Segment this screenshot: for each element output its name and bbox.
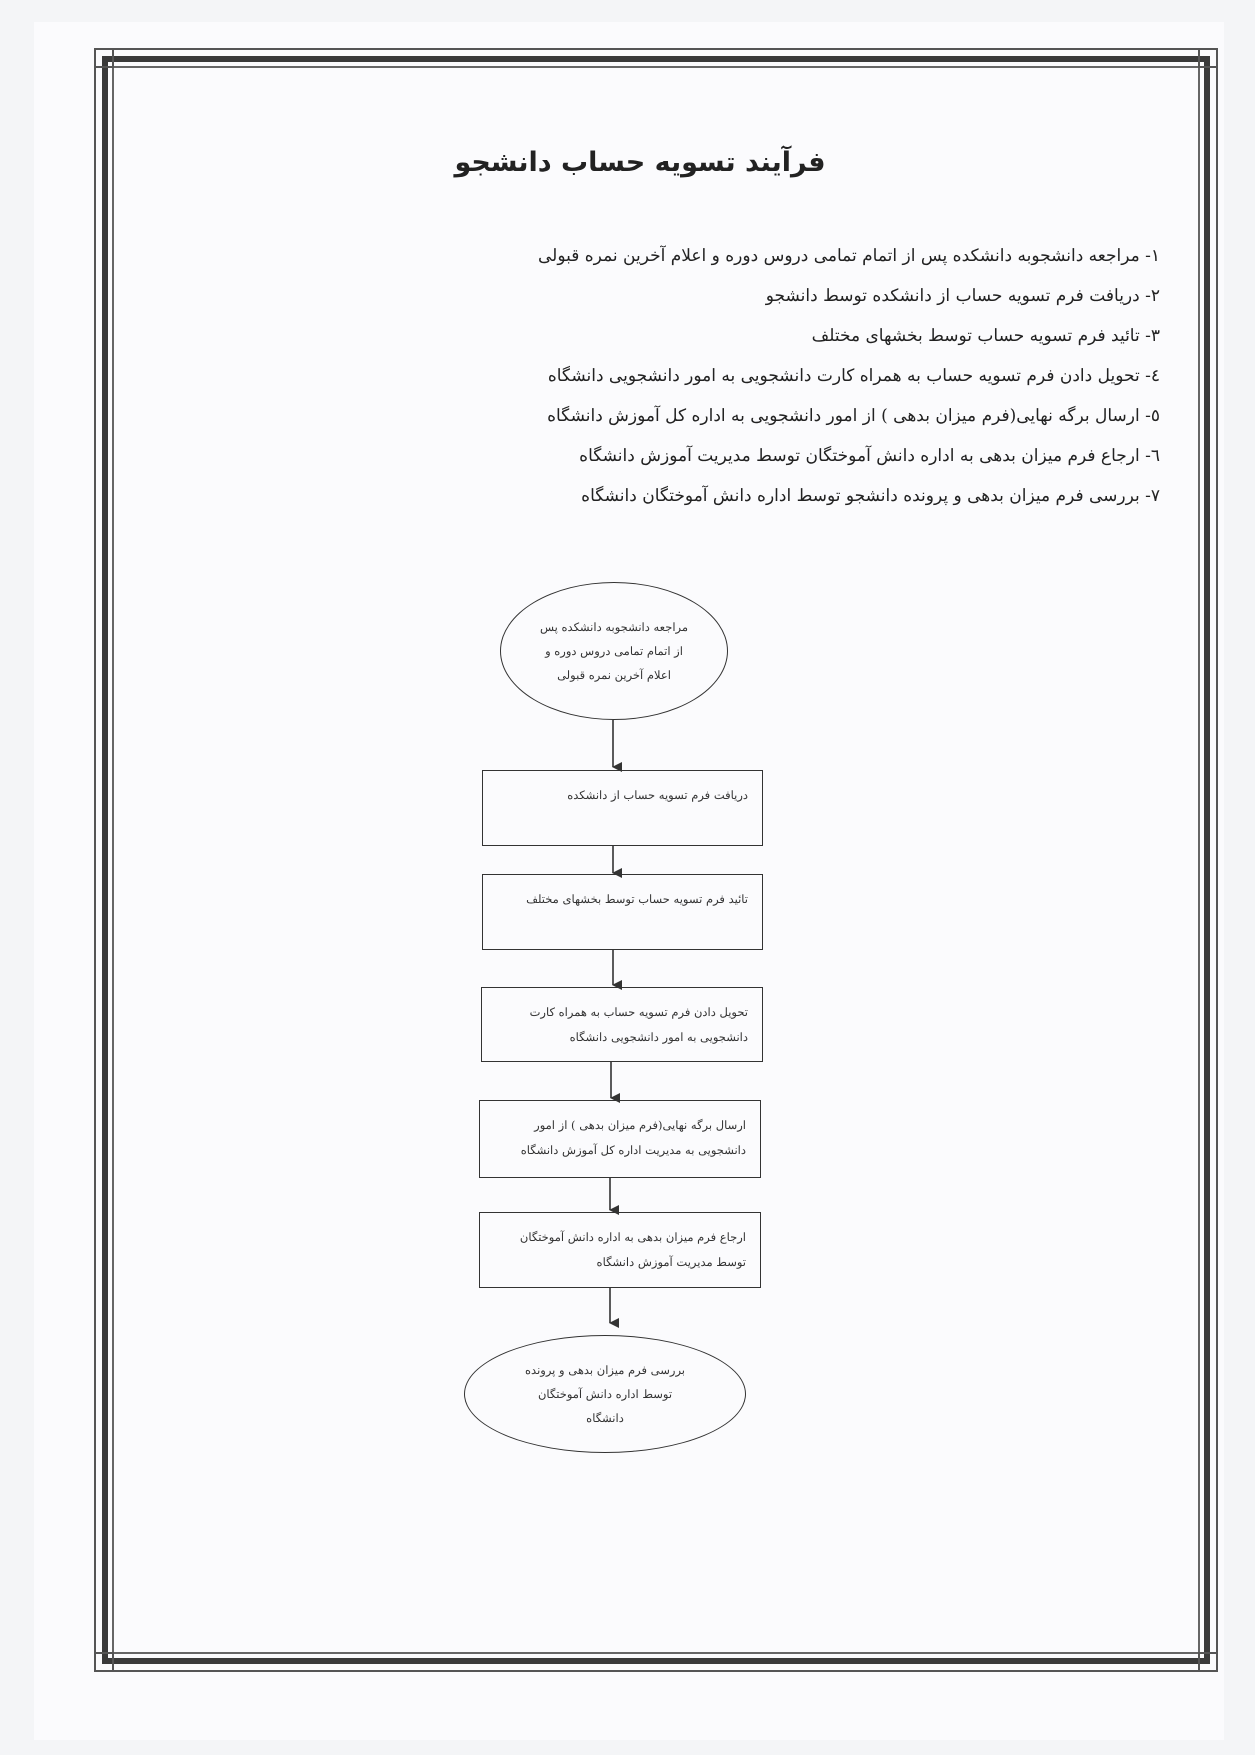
- node-text: اعلام آخرین نمره قبولی: [557, 668, 671, 682]
- flow-step-box: [479, 1212, 761, 1288]
- process-steps-list: [470, 236, 1160, 516]
- node-text: دریافت فرم تسویه حساب از دانشکده: [567, 788, 748, 802]
- flow-step-box: [479, 1100, 761, 1178]
- flow-step-box: [482, 770, 763, 846]
- step-item: ٤- تحویل دادن فرم تسویه حساب به همراه کارت دانشجویی به امور دانشجویی دانشگاه: [547, 366, 1160, 386]
- node-text: از اتمام تمامی دروس دوره و: [545, 644, 683, 658]
- step-item: ٣- تائید فرم تسویه حساب توسط بخشهای مختلف: [811, 326, 1160, 346]
- node-text: تحویل دادن فرم تسویه حساب به همراه کارت: [529, 1005, 748, 1019]
- node-text: تائید فرم تسویه حساب توسط بخشهای مختلف: [526, 892, 748, 906]
- step-item: ١- مراجعه دانشجوبه دانشکده پس از اتمام تمامی دروس دوره و اعلام آخرین نمره قبولی: [537, 246, 1160, 266]
- node-text: توسط اداره دانش آموختگان: [537, 1387, 673, 1401]
- border-corner-ornament: [1198, 1652, 1218, 1672]
- node-text: بررسی فرم میزان بدهی و پرونده: [525, 1363, 685, 1377]
- border-corner-ornament: [94, 1652, 114, 1672]
- node-text: مراجعه دانشجوبه دانشکده پس: [539, 620, 689, 634]
- step-item: ٦- ارجاع فرم میزان بدهی به اداره دانش آموختگان توسط مدیریت آموزش دانشگاه: [579, 446, 1160, 466]
- node-text: دانشجویی به امور دانشجویی دانشگاه: [569, 1030, 748, 1044]
- border-corner-ornament: [1198, 48, 1218, 68]
- step-item: ٧- بررسی فرم میزان بدهی و پرونده دانشجو توسط اداره دانش آموختگان دانشگاه: [581, 486, 1160, 506]
- flow-start-ellipse: [500, 582, 728, 720]
- node-text: دانشگاه: [586, 1411, 624, 1425]
- node-text: ارجاع فرم میزان بدهی به اداره دانش آموختگان: [519, 1230, 746, 1244]
- flow-step-box: [482, 874, 763, 950]
- node-text: دانشجویی به مدیریت اداره کل آموزش دانشگاه: [520, 1143, 746, 1157]
- flow-step-box: [481, 987, 763, 1062]
- node-text: ارسال برگه نهایی(فرم میزان بدهی ) از امور: [534, 1118, 746, 1132]
- node-text: توسط مدیریت آموزش دانشگاه: [596, 1255, 746, 1269]
- step-item: ٥- ارسال برگه نهایی(فرم میزان بدهی ) از امور دانشجویی به اداره کل آموزش دانشگاه: [547, 406, 1160, 426]
- document-title: فرآیند تسویه حساب دانشجو: [454, 147, 826, 178]
- step-item: ٢- دریافت فرم تسویه حساب از دانشکده توسط دانشجو: [765, 286, 1160, 306]
- border-corner-ornament: [94, 48, 114, 68]
- flow-end-ellipse: [464, 1335, 746, 1453]
